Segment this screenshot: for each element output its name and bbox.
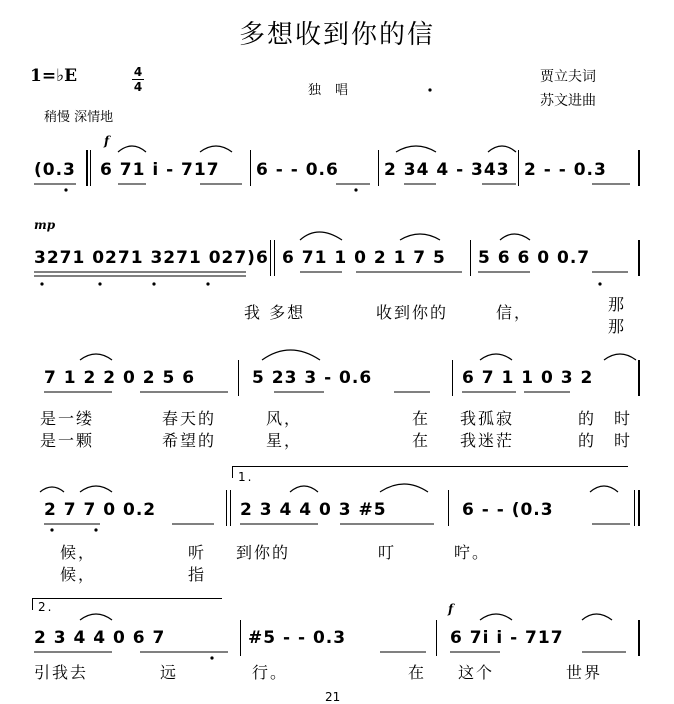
slur	[582, 614, 612, 620]
slur	[80, 614, 112, 620]
lyric: 在	[408, 663, 427, 682]
slur	[380, 484, 428, 492]
system-4-measure-1: 2 3 4 4 0 3 #5	[240, 500, 387, 520]
system-3-measure-1: 5 23 3 - 0.6	[252, 368, 373, 388]
slur	[118, 146, 146, 152]
slur	[400, 234, 440, 240]
page-number: 21	[325, 690, 341, 704]
slur	[80, 486, 112, 492]
slur	[200, 146, 232, 152]
system-4-measure-0: 2 7 7 0 0.2	[44, 500, 157, 520]
lyric: 风，	[266, 409, 303, 428]
song-title: 多想收到你的信	[238, 20, 435, 50]
slur	[262, 350, 320, 360]
time-signature-top: 4	[133, 65, 143, 79]
lyric: 信，	[496, 303, 533, 322]
lyric: 叮	[378, 543, 397, 562]
lyric: 的	[578, 409, 597, 428]
system-3-measure-0: 7 1 2 2 0 2 5 6	[44, 368, 196, 388]
performance-type: 独唱	[308, 83, 363, 98]
lyric: 收到你的	[376, 303, 449, 322]
lyric: 春天的	[162, 409, 217, 428]
dynamic-mp: mp	[34, 218, 56, 232]
system-3-measure-2: 6 7 1 1 0 3 2	[462, 368, 594, 388]
slur	[300, 232, 342, 240]
system-1-measure-3: 2 34 4 - 343	[384, 160, 510, 180]
system-1-measure-0: (0.3	[34, 160, 76, 180]
system-1-measure-2: 6 - - 0.6	[256, 160, 339, 180]
lyric: 候，	[60, 543, 97, 562]
slur	[290, 486, 318, 492]
lyric: 这个	[458, 663, 495, 682]
lyric: 是一缕	[40, 409, 95, 428]
system-2-measure-2: 5 6 6 0 0.7	[478, 248, 591, 268]
lyric: 我迷茫	[460, 431, 515, 450]
lyric: 那	[608, 317, 627, 336]
slur	[590, 486, 618, 492]
slur	[40, 487, 64, 492]
lyric: 行。	[252, 663, 289, 682]
system-1-measure-4: 2 - - 0.3	[524, 160, 607, 180]
lyric: 候，	[60, 565, 97, 584]
lyric: 指	[188, 565, 207, 584]
slur	[80, 354, 112, 360]
lyric: 在	[412, 409, 431, 428]
slur	[500, 234, 530, 240]
slur	[396, 146, 436, 152]
tempo-marking: 稍慢 深情地	[44, 110, 114, 125]
slur	[480, 354, 512, 360]
system-5-measure-1: #5 - - 0.3	[248, 628, 347, 648]
time-signature-bottom: 4	[133, 80, 143, 94]
system-5-measure-0: 2 3 4 4 0 6 7	[34, 628, 166, 648]
composer-credit: 苏文进曲	[540, 93, 596, 109]
lyric: 听	[188, 543, 207, 562]
slur	[480, 614, 512, 620]
lyric: 星，	[266, 431, 303, 450]
lyric: 咛。	[454, 543, 491, 562]
volta-2-label: 2.	[38, 600, 54, 614]
volta-1-label: 1.	[238, 470, 254, 484]
system-2-measure-0: 3271 0271 3271 027)6	[34, 248, 269, 268]
lyric: 世界	[566, 663, 603, 682]
lyric: 引我去	[34, 663, 89, 682]
lyric: 那	[608, 295, 627, 314]
lyric: 在	[412, 431, 431, 450]
key-signature: 1=♭E	[30, 66, 78, 86]
lyricist-credit: 贾立夫词	[540, 69, 596, 85]
lyric: 我 多想	[244, 303, 306, 322]
lyric: 的	[578, 431, 597, 450]
lyric: 是一颗	[40, 431, 95, 450]
dynamic-f-1: f	[104, 134, 110, 148]
system-4-measure-2: 6 - - (0.3	[462, 500, 554, 520]
slur	[604, 354, 636, 360]
lyric: 我孤寂	[460, 409, 515, 428]
slur	[488, 146, 516, 152]
dynamic-f-2: f	[448, 602, 454, 616]
system-2-measure-1: 6 71 1 0 2 1 7 5	[282, 248, 446, 268]
lyric: 到你的	[236, 543, 291, 562]
lyric: 时	[614, 409, 633, 428]
system-1-measure-1: 6 71 i - 717	[100, 160, 220, 180]
lyric: 时	[614, 431, 633, 450]
lyric: 远	[160, 663, 179, 682]
lyric: 希望的	[162, 431, 217, 450]
system-5-measure-2: 6 7i i - 717	[450, 628, 564, 648]
